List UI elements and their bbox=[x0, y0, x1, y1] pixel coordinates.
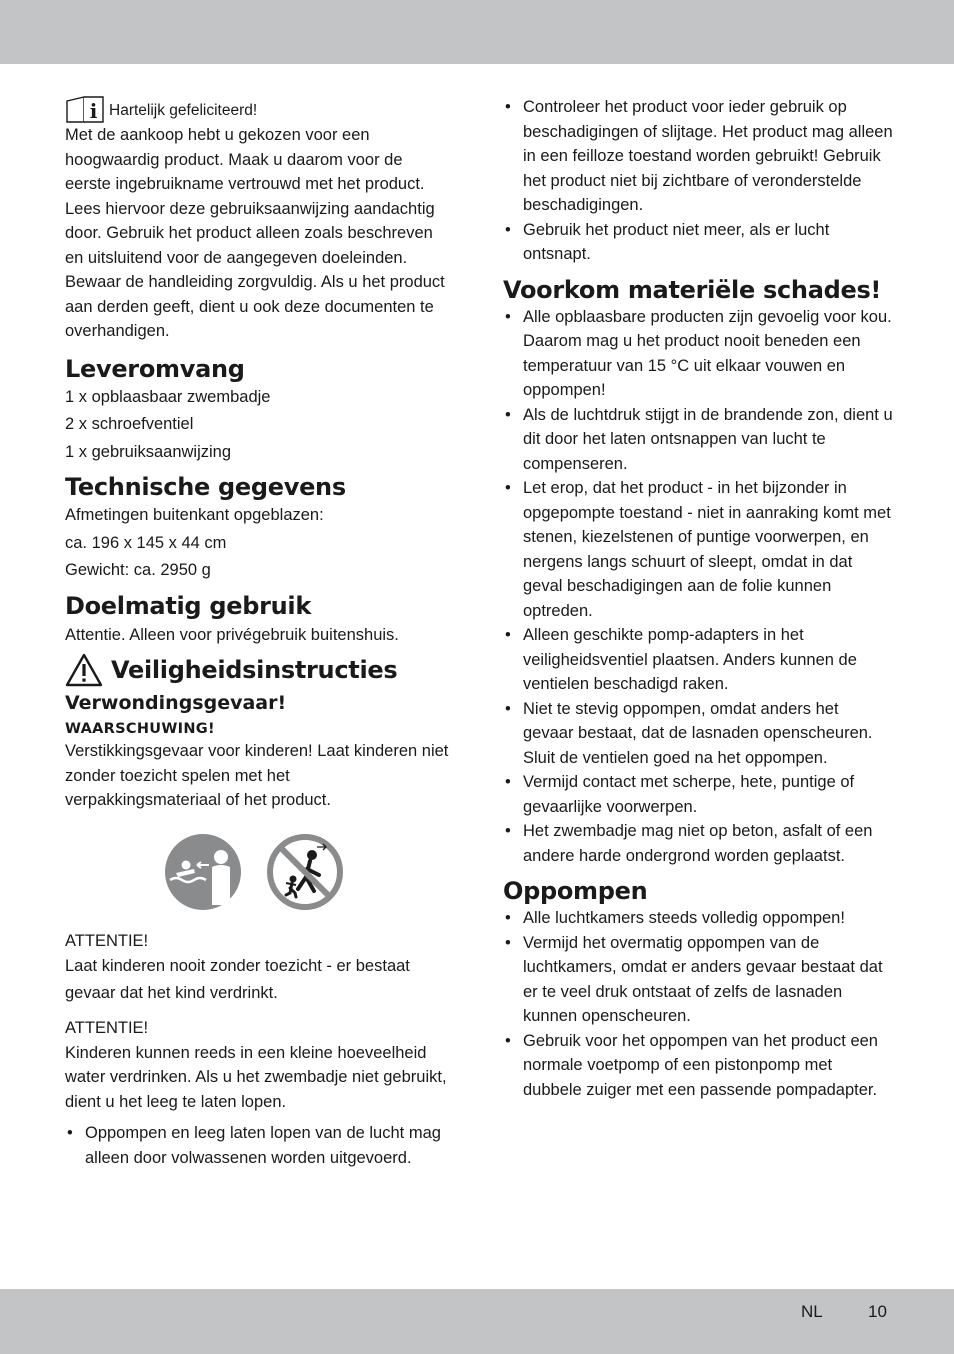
technische-heading: Technische gegevens bbox=[65, 473, 346, 501]
technische-item: Gewicht: ca. 2950 g bbox=[65, 561, 211, 579]
intro-section bbox=[65, 95, 450, 344]
doelmatig-heading: Doelmatig gebruik bbox=[65, 591, 311, 620]
list-item: • Oppompen en leeg laten lopen van de lucht mag alleen door volwassenen worden uitgevoerd. bbox=[65, 1121, 450, 1170]
veiligheid-bullets bbox=[65, 1121, 450, 1170]
doelmatig-text: Attentie. Alleen voor privégebruik buitenshuis. bbox=[65, 625, 399, 644]
list-item: • Het zwembadje mag niet op beton, asfalt of een andere harde ondergrond worden geplaatst. bbox=[503, 819, 893, 868]
warning-triangle-icon bbox=[65, 653, 103, 687]
list-item: • Vermijd het overmatig oppompen van de luchtkamers, omdat er anders gevaar bestaat dat er te veel druk ontstaat of zelfs de lasnaden kunnen openscheuren. bbox=[503, 931, 893, 1029]
list-item: • Alleen geschikte pomp-adapters in het veiligheidsventiel plaatsen. Anders kunnen de ventielen beschadigd raken. bbox=[503, 623, 893, 697]
intro-text: Met de aankoop hebt u gekozen voor een hoogwaardig product. Maak u daarom voor de eerste ingebruikname vertrouwd met het product. Lees hiervoor deze gebruiksaanwijzing aandachtig door. Gebruik het product alleen zoals beschreven en uitsluitend voor de aangegeven doeleinden. Bewaar de handleiding zorgvuldig. Als u het product aan derden geeft, dient u ook deze documenten te overhandigen. bbox=[65, 126, 445, 340]
oppompen-heading: Oppompen bbox=[503, 877, 648, 905]
verwondingsgevaar-heading: Verwondingsgevaar! bbox=[65, 692, 287, 714]
veiligheid-heading: Veiligheidsinstructies bbox=[111, 656, 398, 684]
leveromvang-item: 1 x gebruiksaanwijzing bbox=[65, 442, 232, 461]
list-item: • Alle opblaasbare producten zijn gevoelig voor kou. Daarom mag u het product nooit beneden een temperatuur van 15 °C uit elkaar vouwen en oppompen! bbox=[503, 305, 893, 403]
no-unsupervised-play-icon bbox=[266, 833, 344, 911]
attentie1-text: Laat kinderen nooit zonder toezicht - er bestaat gevaar dat het kind verdrinkt. bbox=[65, 957, 410, 1002]
left-column bbox=[65, 95, 450, 1170]
attentie1-label: ATTENTIE! bbox=[65, 931, 149, 950]
list-item: • Gebruik voor het oppompen van het product een normale voetpomp of een pistonpomp met dubbele zuiger met een passende pompadapter. bbox=[503, 1029, 893, 1103]
list-item: • Niet te stevig oppompen, omdat anders het gevaar bestaat, dat de lasnaden openscheuren. Sluit de ventielen goed na het oppompen. bbox=[503, 697, 893, 771]
leveromvang-item: 1 x opblaasbaar zwembadje bbox=[65, 387, 271, 406]
safety-pictograms bbox=[164, 833, 450, 911]
page-number: 10 bbox=[868, 1302, 887, 1321]
attentie2-label: ATTENTIE! bbox=[65, 1019, 149, 1037]
veiligheid-heading-row bbox=[65, 653, 450, 687]
list-item: • Gebruik het product niet meer, als er lucht ontsnapt. bbox=[503, 218, 893, 267]
header-band bbox=[0, 0, 954, 64]
technische-item: Afmetingen buitenkant opgeblazen: bbox=[65, 506, 324, 524]
leveromvang-list bbox=[65, 384, 450, 467]
attentie2-text: Kinderen kunnen reeds in een kleine hoeveelheid water verdrinken. Als u het zwembadje niet gebruikt, dient u het leeg te laten lopen. bbox=[65, 1043, 447, 1111]
list-item: • Vermijd contact met scherpe, hete, puntige of gevaarlijke voorwerpen. bbox=[503, 770, 893, 819]
oppompen-bullets bbox=[503, 906, 893, 1102]
child-supervision-icon bbox=[164, 833, 242, 911]
intro-greeting-line bbox=[65, 95, 450, 123]
list-item: • Als de luchtdruk stijgt in de brandende zon, dient u dit door het laten ontsnappen van lucht te compenseren. bbox=[503, 403, 893, 477]
book-info-icon bbox=[65, 95, 105, 123]
technische-item: ca. 196 x 145 x 44 cm bbox=[65, 533, 227, 552]
leveromvang-item: 2 x schroefventiel bbox=[65, 415, 194, 433]
schades-bullets bbox=[503, 305, 893, 869]
leveromvang-heading: Leveromvang bbox=[65, 354, 245, 383]
list-item: • Let erop, dat het product - in het bijzonder in opgepompte toestand - niet in aanraking komt met stenen, kiezelstenen of puntige voorwerpen, en nergens langs schuurt of sleept, omdat in dat geval beschadigingen aan de folie kunnen optreden. bbox=[503, 476, 893, 623]
right-column bbox=[503, 95, 893, 1102]
waarschuwing-text: Verstikkingsgevaar voor kinderen! Laat kinderen niet zonder toezicht spelen met het verpakkingsmateriaal of het product. bbox=[65, 742, 449, 809]
top-bullets bbox=[503, 95, 893, 267]
waarschuwing-label: WAARSCHUWING! bbox=[65, 721, 215, 737]
svg-text:i: i bbox=[89, 99, 98, 123]
schades-heading: Voorkom materiële schades! bbox=[503, 275, 882, 304]
footer-language: NL bbox=[801, 1302, 823, 1321]
technische-list bbox=[65, 502, 450, 585]
list-item: • Controleer het product voor ieder gebruik op beschadigingen of slijtage. Het product mag alleen in een feilloze toestand worden gebruikt! Gebruik het product niet bij zichtbare of veronderstelde beschadigingen. bbox=[503, 95, 893, 218]
list-item: • Alle luchtkamers steeds volledig oppompen! bbox=[503, 906, 893, 931]
intro-greeting: Hartelijk gefeliciteerd! bbox=[109, 101, 258, 119]
